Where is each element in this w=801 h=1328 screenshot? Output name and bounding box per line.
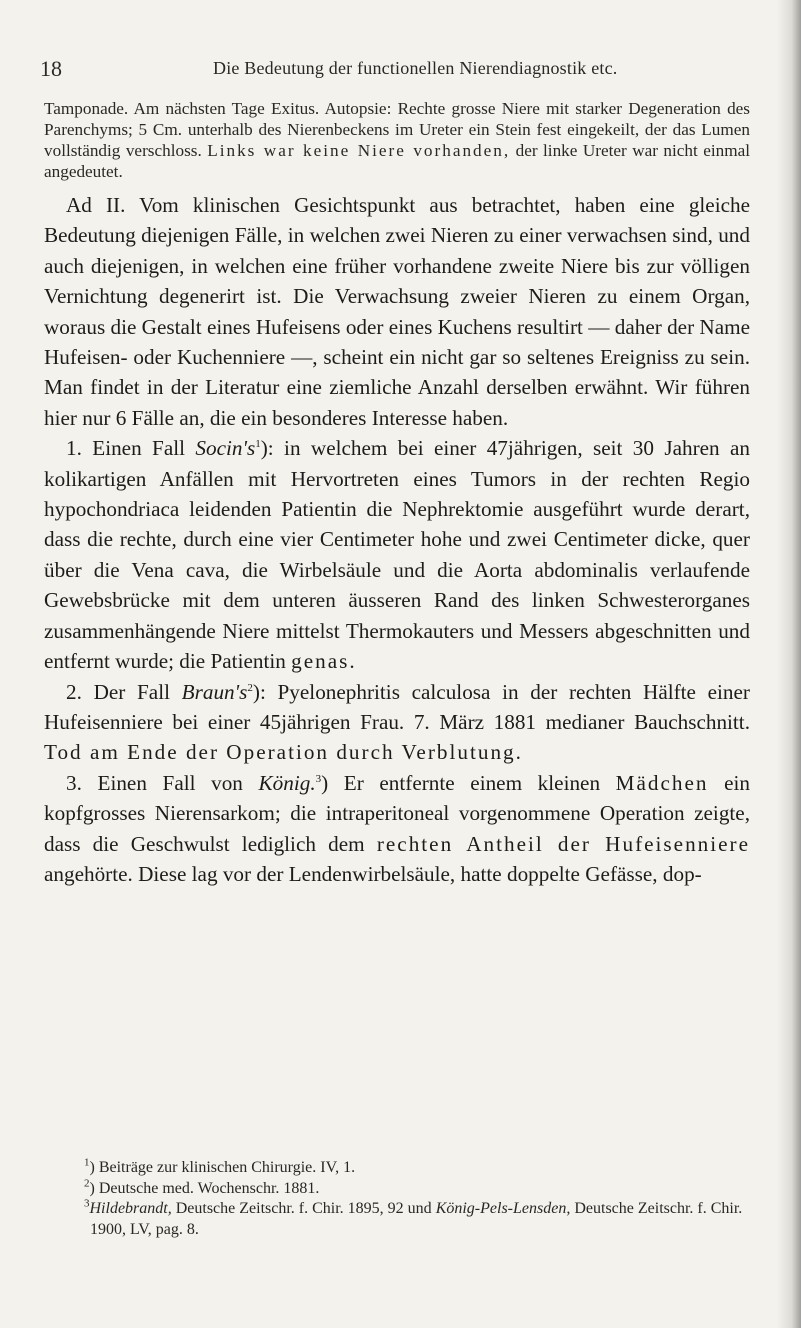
footnotes [44, 1158, 750, 1240]
footnote-ref-1: 1 [255, 438, 261, 451]
author-koenig: König. [258, 770, 316, 795]
paragraph-case-2: 2. Der Fall $Braun's^2$): Pyelonephritis calculosa in der rechten Hälfte einer Hufeisenniere bei einer 45jährigen Frau. 7. März 1881 medianer Bauchschnitt. Tod am Ende der Operation durch Verblutung. [44, 679, 750, 765]
paragraph-autopsy: Tamponade. Am nächsten Tage Exitus. Autopsie: Rechte grosse Niere mit starker Degeneration des Parenchyms; 5 Cm. unterhalb des Nierenbeckens im Ureter ein Stein fest eingekeilt, der das Lumen vollständig verschloss. Links war keine Niere vorhanden, der linke Ureter war nicht einmal angedeutet. [44, 99, 750, 181]
running-title: Die Bedeutung der functionellen Nierendiagnostik etc. [213, 58, 618, 78]
author-braun: Braun's [181, 679, 248, 704]
author-socin: Socin's [195, 436, 256, 461]
page-edge-shadow [777, 0, 801, 1328]
footnote-1: $^1$) Beiträge zur klinischen Chirurgie. IV, 1. [84, 1156, 356, 1176]
footnote-ref-2: 2 [247, 681, 253, 694]
paragraph-ad-ii: Ad II. Vom klinischen Gesichtspunkt aus betrachtet, haben eine gleiche Bedeutung diejenigen Fälle, in welchen zwei Nieren zu einer verwachsen sind, und auch diejenigen, in welchen eine früher vorhandene zweite Niere bis zur völligen Vernichtung degenerirt ist. Die Verwachsung zweier Nieren zu einem Organ, woraus die Gestalt eines Hufeisens oder eines Kuchens resultirt — daher der Name Hufeisen- oder Kuchenniere —, scheint ein nicht gar so seltenes Ereigniss zu sein. Man findet in der Literatur eine ziemliche Anzahl derselben erwähnt. Wir führen hier nur 6 Fälle an, die ein besonderes Interesse haben. [44, 193, 751, 430]
page-number: 18 [40, 56, 62, 81]
footnote-2: $^2$) Deutsche med. Wochenschr. 1881. [84, 1177, 320, 1197]
footnote-3: $^3$Hildebrandt, Deutsche Zeitschr. f. Chir. 1895, 92 und König-Pels-Lensden, Deutsche Zeitschr. f. Chir. 1900, LV, pag. 8. [84, 1197, 743, 1238]
body-text [44, 98, 750, 889]
page-header [40, 56, 740, 84]
paragraph-case-1: 1. Einen Fall $Socin's^1$): in welchem bei einer 47jährigen, seit 30 Jahren an kolikartigen Anfällen mit Hervortreten eines Tumors in der rechten Regio hypochondriaca leidenden Patientin die Nephrektomie ausgeführt wurde derart, dass die rechte, durch eine vier Centimeter hohe und zwei Centimeter dicke, quer über die Vena cava, die Wirbelsäule und die Aorta abdominalis verlaufende Gewebsbrücke mit dem unteren äusseren Rand des linken Schwesterorganes zusammenhängende Niere mittelst Thermokauters und Messers abgeschnitten und entfernt wurde; die Patientin genas. [44, 436, 750, 674]
footnote-ref-3: 3 [315, 772, 322, 785]
paragraph-case-3: 3. Einen Fall von König.$^3$) Er entfernte einem kleinen Mädchen ein kopfgrosses Nierensarkom; die intraperitoneal vorgenommene Operation zeigte, dass die Geschwulst lediglich dem rechten Antheil der Hufeisenniere angehörte. Diese lag vor der Lendenwirbelsäule, hatte doppelte Gefässe, dop- [44, 770, 751, 886]
